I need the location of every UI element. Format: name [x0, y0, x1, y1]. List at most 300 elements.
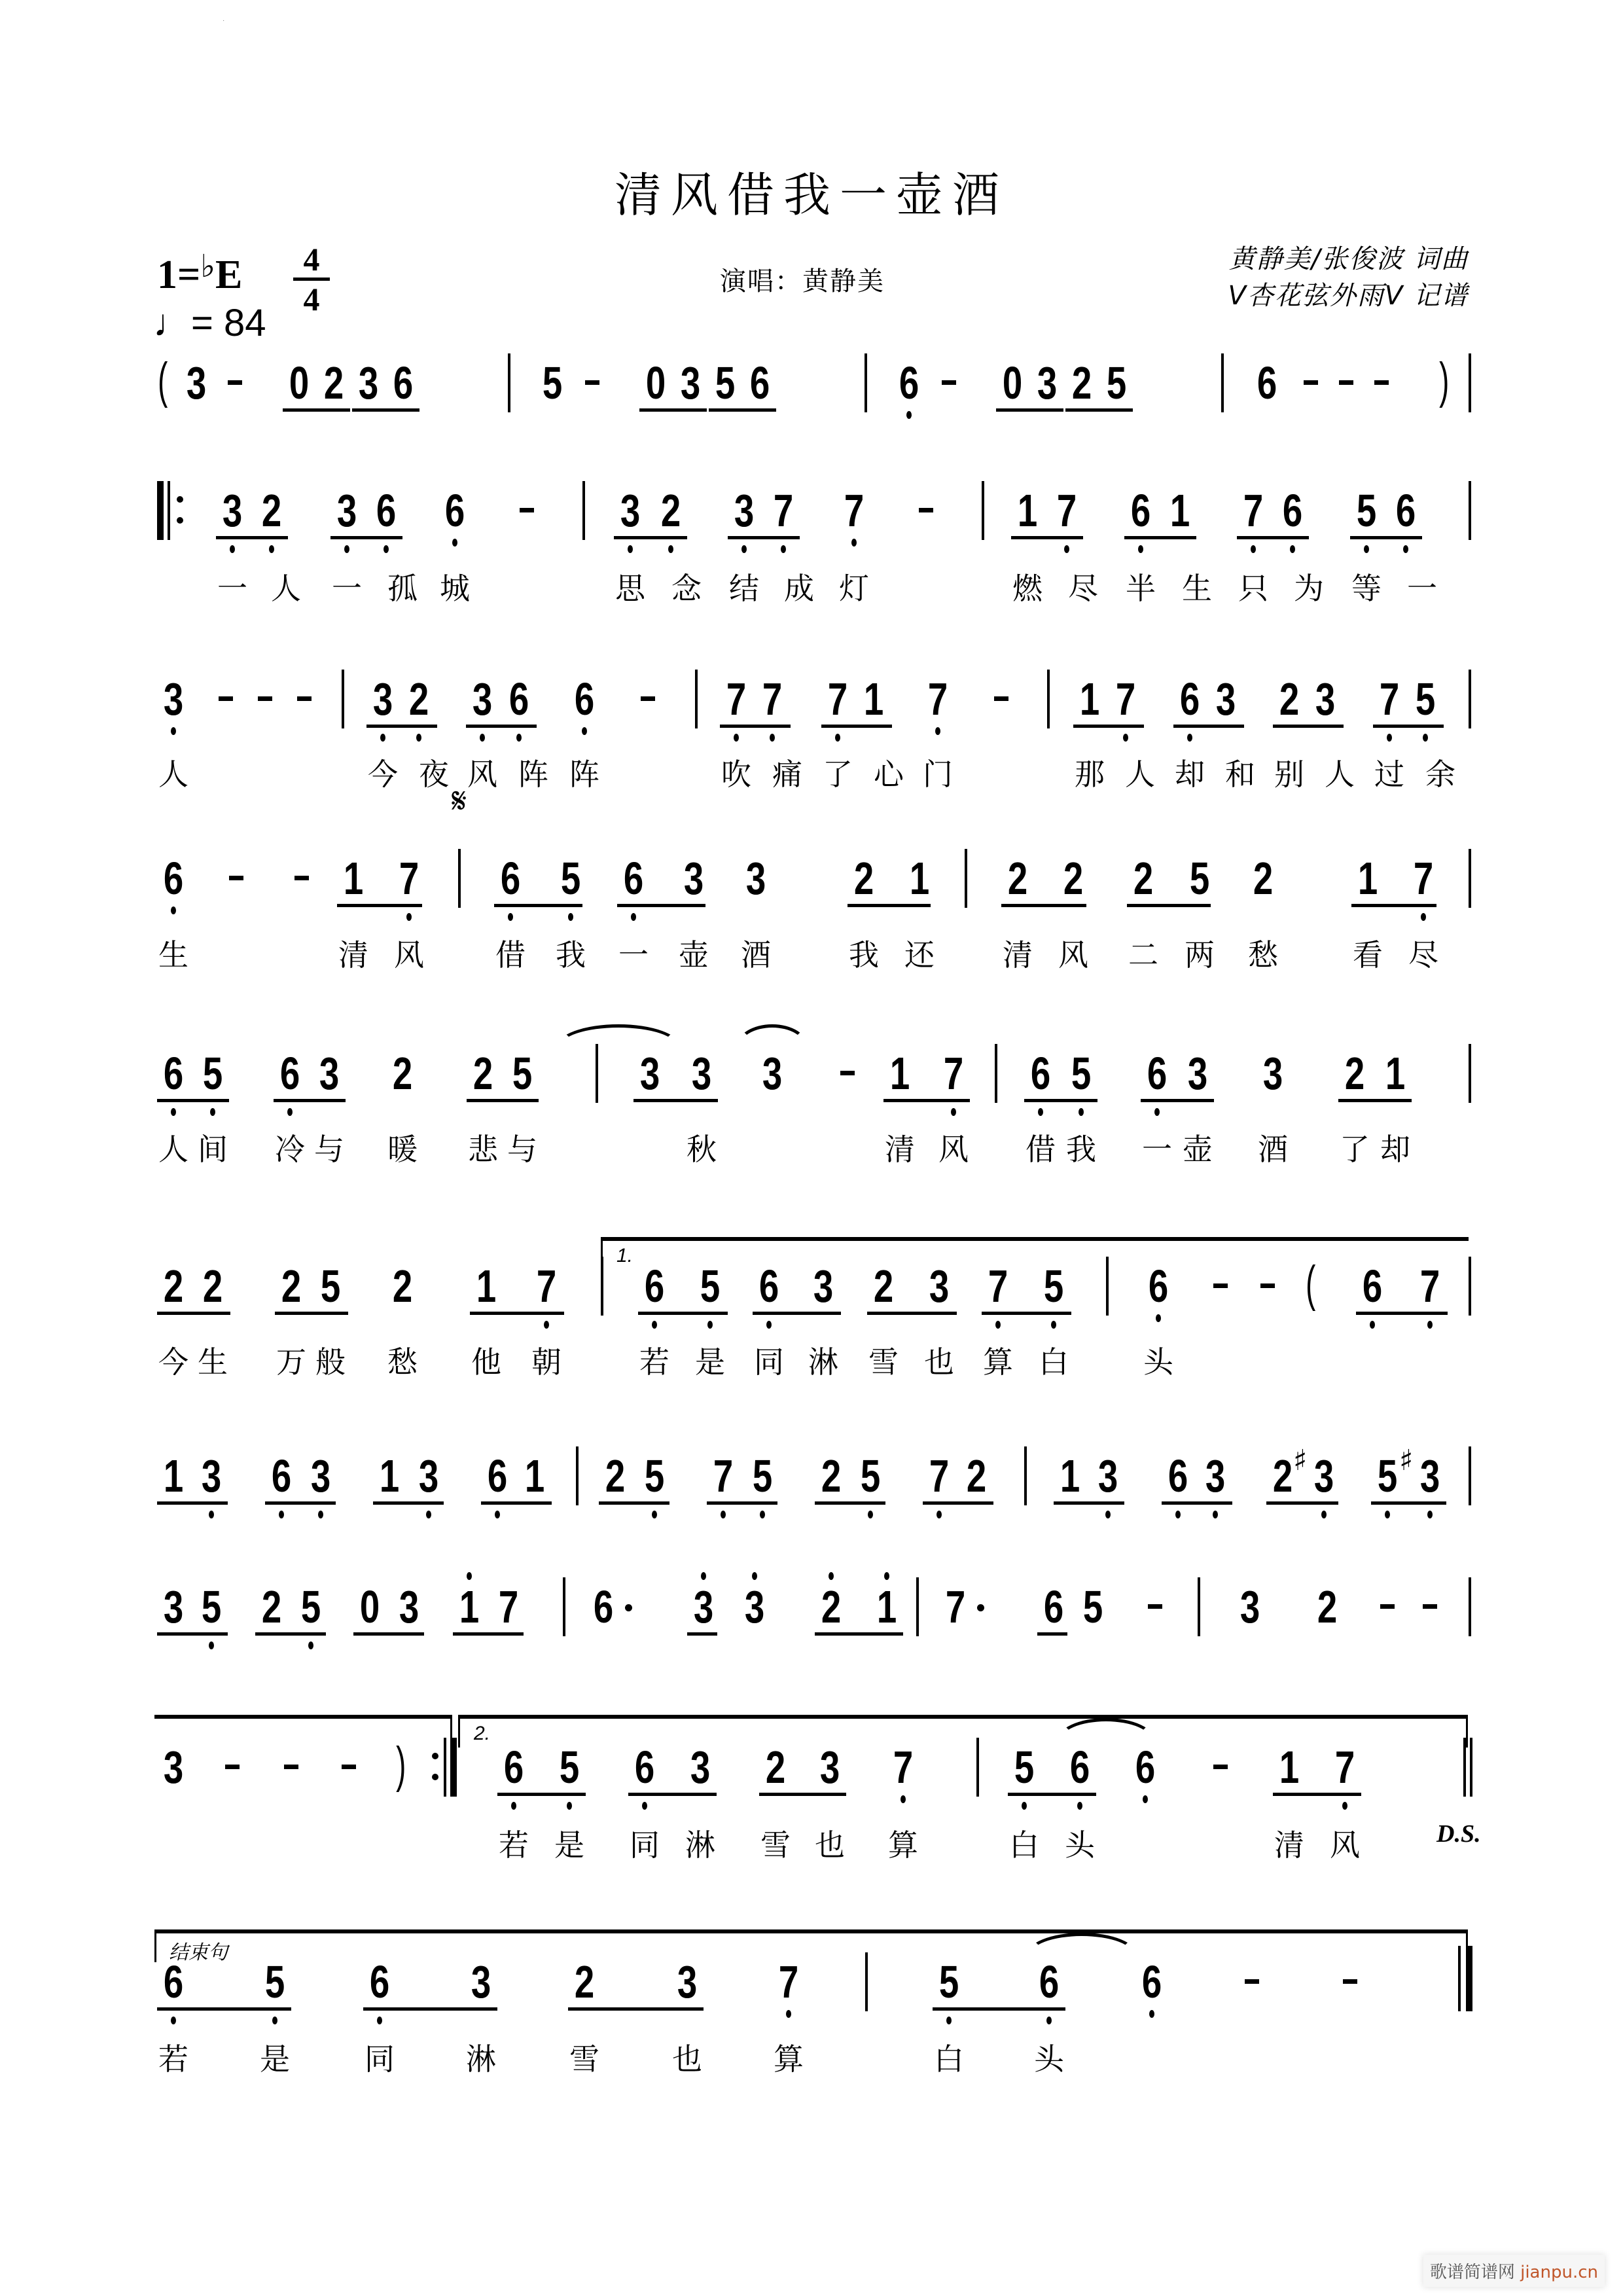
segno-icon: 𝄋: [452, 780, 467, 821]
note: 6: [899, 357, 919, 408]
note: 5: [560, 853, 581, 904]
low-octave-dot: [935, 727, 940, 735]
repeat-end-thin: [444, 1738, 446, 1797]
low-octave-dot: [721, 1511, 726, 1518]
high-octave-dot: [467, 1572, 472, 1580]
barline: [508, 353, 510, 412]
note: 6: [623, 853, 644, 904]
time-signature: [293, 242, 330, 316]
lyric-char: 我: [1066, 1132, 1096, 1167]
underline-beam: [638, 1312, 728, 1315]
note: 7: [945, 1581, 966, 1632]
low-octave-dot: [835, 734, 840, 742]
low-octave-dot: [1427, 1321, 1433, 1329]
tie-slur: [1026, 1933, 1137, 1956]
low-octave-dot: [951, 1108, 956, 1116]
underline-beam: [330, 536, 402, 539]
underline-beam: [157, 1501, 228, 1505]
note: 3: [620, 485, 641, 536]
dash-extension: [1213, 1283, 1228, 1288]
note: 1: [889, 1048, 910, 1099]
low-octave-dot: [1387, 734, 1392, 742]
dash-extension: [520, 508, 534, 512]
low-octave-dot: [279, 1511, 284, 1518]
low-octave-dot: [171, 906, 176, 914]
low-octave-dot: [936, 1511, 942, 1518]
lyric-char: 一: [618, 937, 649, 973]
lyric-char: 今: [158, 1344, 188, 1380]
repeat-start-thin: [168, 481, 170, 540]
lyric-char: 是: [695, 1344, 725, 1380]
note: 6: [758, 1261, 779, 1312]
lyric-char: 一: [1407, 571, 1437, 606]
underline-beam: [720, 725, 791, 728]
lyric-char: 等: [1351, 571, 1382, 606]
low-octave-dot: [171, 2017, 176, 2024]
barline: [1469, 353, 1471, 412]
note: 2: [202, 1261, 223, 1312]
lyric-char: 算: [774, 2041, 804, 2077]
low-octave-dot: [1364, 545, 1369, 553]
note: 3: [358, 357, 379, 408]
note: 6: [1148, 1261, 1169, 1312]
tempo-value: = 84: [191, 302, 266, 344]
low-octave-dot: [642, 1802, 647, 1810]
credits: [1228, 241, 1469, 314]
note: 3: [222, 485, 243, 536]
note: 1: [343, 853, 364, 904]
lyric-char: 雪: [760, 1827, 791, 1863]
lyric-char: 算: [983, 1344, 1013, 1380]
underline-beam: [1024, 1099, 1097, 1102]
sharp-icon: ♯: [1399, 1444, 1414, 1477]
dash-extension: [1148, 1604, 1162, 1609]
ds-marking: D.S.: [1436, 1820, 1481, 1848]
low-octave-dot: [1213, 1511, 1218, 1518]
lyric-char: 生: [158, 937, 188, 973]
note: 6: [749, 357, 770, 408]
note: 5: [264, 1956, 285, 2007]
lyric-char: 只: [1238, 571, 1268, 606]
dash-extension: [942, 380, 956, 385]
note: 6: [1168, 1450, 1188, 1501]
close-paren: ): [1439, 353, 1450, 408]
low-octave-dot: [770, 734, 775, 742]
underline-beam: [687, 1632, 717, 1636]
low-octave-dot: [171, 1108, 176, 1116]
lyric-char: 白: [1039, 1344, 1069, 1380]
note: 6: [444, 485, 465, 536]
lyric-char: 半: [1126, 571, 1156, 606]
low-octave-dot: [1051, 1321, 1056, 1329]
note: 1: [909, 853, 930, 904]
note: 5: [320, 1261, 341, 1312]
barline: [965, 849, 967, 908]
barline: [342, 670, 344, 728]
note: 1: [1357, 853, 1378, 904]
lyric-char: 风: [394, 937, 424, 973]
underline-beam: [1338, 1099, 1412, 1102]
low-octave-dot: [1423, 734, 1428, 742]
quarter-note-icon: ♩: [153, 302, 191, 344]
note: 7: [536, 1261, 557, 1312]
barline: [865, 1952, 868, 2011]
barline: [1469, 1446, 1471, 1505]
note: 5: [1189, 853, 1210, 904]
lyric-char: 看: [1353, 937, 1383, 973]
note: 6: [1362, 1261, 1383, 1312]
note: 3: [744, 1581, 765, 1632]
underline-beam: [633, 1099, 718, 1102]
underline-beam: [707, 1501, 777, 1505]
barline: [995, 1044, 997, 1103]
high-octave-dot: [884, 1572, 889, 1580]
low-octave-dot: [1321, 1511, 1327, 1518]
note: 3: [639, 1048, 660, 1099]
note: 5: [1415, 673, 1436, 725]
low-octave-dot: [452, 539, 457, 547]
note: 6: [503, 1742, 524, 1793]
low-octave-dot: [287, 1108, 293, 1116]
note: 6: [508, 673, 529, 725]
underline-beam: [157, 2007, 291, 2011]
lyric-char: 思: [615, 571, 645, 606]
lyric-char: 暖: [387, 1132, 418, 1167]
low-octave-dot: [544, 1321, 549, 1329]
underline-beam: [1356, 1312, 1448, 1315]
lyric-char: 间: [198, 1132, 228, 1167]
note: 6: [1257, 357, 1277, 408]
note: 3: [1215, 673, 1236, 725]
underline-beam: [1266, 1501, 1338, 1505]
underline-beam: [366, 725, 437, 728]
underline-beam: [821, 725, 892, 728]
barline: [695, 670, 698, 728]
volta-bracket: [601, 1237, 1469, 1241]
note: 3: [418, 1450, 439, 1501]
note: 2: [853, 853, 874, 904]
note: 3: [186, 357, 207, 408]
underline-beam: [265, 1501, 336, 1505]
note: 7: [844, 485, 865, 536]
barline: [458, 849, 461, 908]
note: 3: [1313, 1450, 1334, 1501]
note: 5: [938, 1956, 959, 2007]
underline-beam: [157, 1099, 229, 1102]
note: 7: [778, 1956, 799, 2007]
volta-left-edge: [154, 1929, 156, 1962]
underline-beam: [1162, 1501, 1232, 1505]
open-paren: (: [1306, 1256, 1316, 1312]
note: 7: [1419, 1261, 1440, 1312]
barline: [976, 1738, 979, 1797]
key-prefix: 1=: [157, 253, 201, 297]
underline-beam: [1073, 725, 1144, 728]
note: 6: [1282, 485, 1303, 536]
note: 6: [1043, 1581, 1064, 1632]
barline: [865, 353, 867, 412]
low-octave-dot: [628, 545, 633, 553]
volta-right-edge: [450, 1715, 452, 1748]
note: 3: [929, 1261, 950, 1312]
note: 7: [762, 673, 783, 725]
lyric-char: 孤: [387, 571, 418, 606]
low-octave-dot: [1143, 1795, 1148, 1803]
underline-beam: [1237, 536, 1309, 539]
volta-right-edge: [1466, 1715, 1468, 1748]
lyric-char: 风: [1058, 937, 1088, 973]
barline: [563, 1577, 565, 1636]
note: 1: [1017, 485, 1038, 536]
key-signature: [157, 249, 243, 298]
dash-extension: [641, 696, 655, 701]
note: 3: [163, 673, 184, 725]
note: 1: [863, 673, 884, 725]
watermark-cn: 歌谱简谱网: [1429, 2263, 1515, 2282]
note: 2: [261, 485, 282, 536]
underline-beam: [709, 408, 776, 412]
low-octave-dot: [946, 2017, 952, 2024]
note: 6: [163, 853, 184, 904]
low-octave-dot: [652, 1511, 657, 1518]
barline: [1221, 353, 1224, 412]
note: 6: [376, 485, 397, 536]
note: 6: [634, 1742, 655, 1793]
high-octave-dot: [752, 1572, 757, 1580]
note: 2: [873, 1261, 894, 1312]
note: 6: [279, 1048, 300, 1099]
note: 6: [393, 357, 414, 408]
lyric-char: 愁: [387, 1344, 418, 1380]
underline-beam: [1124, 536, 1196, 539]
low-octave-dot: [1079, 1108, 1084, 1116]
note: 2: [281, 1261, 302, 1312]
dash-extension: [1304, 380, 1318, 385]
lyric-char: 痛: [772, 757, 802, 792]
lyric-char: 白: [1009, 1827, 1039, 1863]
note: 5: [1043, 1261, 1064, 1312]
lyric-char: 也: [815, 1827, 845, 1863]
underline-beam: [1011, 536, 1083, 539]
note: 2: [392, 1261, 413, 1312]
double-barline: [1470, 1738, 1472, 1797]
dash-extension: [219, 696, 233, 701]
note: 6: [163, 1956, 184, 2007]
note: 2: [1063, 853, 1084, 904]
time-sig-bottom: 4: [303, 281, 320, 317]
note: 5: [644, 1450, 665, 1501]
note: 7: [1056, 485, 1077, 536]
lyric-char: 灯: [839, 571, 869, 606]
low-octave-dot: [318, 1511, 323, 1518]
underline-beam: [847, 904, 931, 907]
note: 2: [605, 1450, 626, 1501]
note: 3: [677, 1956, 698, 2007]
underline-beam: [1350, 536, 1422, 539]
note: 0: [359, 1581, 380, 1632]
dash-extension: [1245, 1979, 1259, 1984]
note: 7: [1334, 1742, 1355, 1793]
note: 6: [487, 1450, 508, 1501]
underline-beam: [466, 725, 537, 728]
low-octave-dot: [868, 1511, 873, 1518]
note: 5: [1014, 1742, 1035, 1793]
note: 7: [929, 1450, 950, 1501]
dash-extension: [258, 696, 272, 701]
lyric-char: 同: [754, 1344, 784, 1380]
underline-beam: [275, 1312, 348, 1315]
underline-beam: [1037, 1632, 1067, 1636]
song-title: 清风借我一壶酒: [614, 168, 1008, 223]
note: 6: [1395, 485, 1416, 536]
underline-beam: [1054, 1501, 1124, 1505]
underline-beam: [599, 1501, 669, 1505]
note: 6: [1135, 1742, 1156, 1793]
dash-extension: [342, 1765, 356, 1769]
low-octave-dot: [171, 727, 176, 735]
lyric-char: 人: [158, 1132, 188, 1167]
underline-beam: [494, 904, 582, 907]
lyric-char: 雪: [569, 2041, 599, 2077]
low-octave-dot: [380, 734, 385, 742]
note: 2: [765, 1742, 786, 1793]
volta-left-edge: [458, 1715, 460, 1748]
lyric-char: 我: [556, 937, 586, 973]
lyric-char: 我: [849, 937, 879, 973]
note: 6: [1130, 485, 1151, 536]
lyric-char: 壶: [1183, 1132, 1213, 1167]
low-octave-dot: [1038, 1108, 1043, 1116]
note: 5: [1082, 1581, 1103, 1632]
lyric-char: 生: [1182, 571, 1212, 606]
note: 2: [323, 357, 344, 408]
lyric-char: 酒: [741, 937, 771, 973]
lyric-char: 为: [1294, 571, 1324, 606]
lyric-char: 是: [260, 2041, 290, 2077]
note: 1: [459, 1581, 480, 1632]
note: 5: [559, 1742, 580, 1793]
note: 7: [988, 1261, 1008, 1312]
low-octave-dot: [269, 545, 274, 553]
watermark-en: jianpu.cn: [1520, 2263, 1598, 2282]
note: 1: [1169, 485, 1190, 536]
barline: [1469, 1577, 1471, 1636]
low-octave-dot: [781, 545, 786, 553]
underline-beam: [1351, 904, 1436, 907]
underline-beam: [815, 1501, 885, 1505]
note: 1: [163, 1450, 184, 1501]
note: 1: [876, 1581, 897, 1632]
underline-beam: [481, 1501, 552, 1505]
underline-beam: [1127, 904, 1211, 907]
lyric-char: 门: [923, 757, 953, 792]
underline-beam: [614, 536, 687, 539]
barline: [1198, 1577, 1200, 1636]
lyric-char: 借: [495, 937, 526, 973]
underline-beam: [1373, 725, 1444, 728]
lyric-char: 燃: [1012, 571, 1043, 606]
lyric-char: 却: [1380, 1132, 1410, 1167]
note: 6: [644, 1261, 665, 1312]
corner-mark: ·: [223, 17, 225, 24]
underline-beam: [568, 2007, 704, 2011]
low-octave-dot: [1370, 1321, 1375, 1329]
lyric-char: 万: [276, 1344, 306, 1380]
low-octave-dot: [406, 913, 412, 921]
note: 2: [1071, 357, 1092, 408]
underline-beam: [1141, 1099, 1214, 1102]
barline: [1047, 670, 1050, 728]
note: 6: [1179, 673, 1200, 725]
barline: [1469, 481, 1471, 540]
lyric-char: 尽: [1068, 571, 1098, 606]
tempo-marking: [153, 301, 266, 345]
lyric-char: 同: [630, 1827, 660, 1863]
lyric-char: 酒: [1258, 1132, 1288, 1167]
lyric-char: 结: [729, 571, 759, 606]
lyric-char: 秋: [687, 1132, 717, 1167]
note: 3: [745, 853, 766, 904]
note: 3: [201, 1450, 222, 1501]
barline: [1469, 1257, 1471, 1316]
lyric-char: 阵: [569, 757, 599, 792]
lyric-char: 两: [1185, 937, 1215, 973]
low-octave-dot: [230, 545, 235, 553]
key-note: E: [215, 253, 243, 297]
barline: [1106, 1257, 1109, 1316]
note: 6: [593, 1581, 614, 1632]
low-octave-dot: [906, 411, 912, 419]
repeat-start-barline: [157, 481, 164, 540]
underline-beam: [815, 1632, 903, 1636]
lyric-char: 风: [1330, 1827, 1360, 1863]
lyric-char: 雪: [868, 1344, 899, 1380]
low-octave-dot: [1022, 1802, 1027, 1810]
underline-beam: [1273, 1793, 1361, 1796]
lyric-char: 人: [1325, 757, 1355, 792]
dash-extension: [1213, 1765, 1228, 1769]
low-octave-dot: [707, 1321, 713, 1329]
note: 2: [1272, 1450, 1293, 1501]
note: 5: [700, 1261, 721, 1312]
lyric-char: 了: [1340, 1132, 1370, 1167]
note: 3: [319, 1048, 340, 1099]
low-octave-dot: [1077, 1802, 1082, 1810]
note: 5: [202, 1048, 223, 1099]
lyric-char: 生: [198, 1344, 228, 1380]
underline-beam: [1173, 725, 1244, 728]
note: 5: [512, 1048, 533, 1099]
note: 5: [860, 1450, 881, 1501]
note: 6: [1030, 1048, 1051, 1099]
underline-beam: [373, 1501, 444, 1505]
low-octave-dot: [516, 734, 522, 742]
lyric-char: 同: [365, 2041, 395, 2077]
note: 2: [821, 1450, 842, 1501]
note: 7: [927, 673, 948, 725]
dash-extension: [297, 696, 312, 701]
lyric-char: 阵: [518, 757, 548, 792]
underline-beam: [982, 1312, 1071, 1315]
repeat-dot: [177, 517, 183, 524]
note: 7: [399, 853, 419, 904]
lyric-char: 淋: [466, 2041, 496, 2077]
lyric-char: 别: [1274, 757, 1304, 792]
volta-right-edge: [1466, 1929, 1468, 1962]
note: 1: [476, 1261, 497, 1312]
underline-beam: [255, 1632, 326, 1636]
note: 3: [472, 673, 493, 725]
